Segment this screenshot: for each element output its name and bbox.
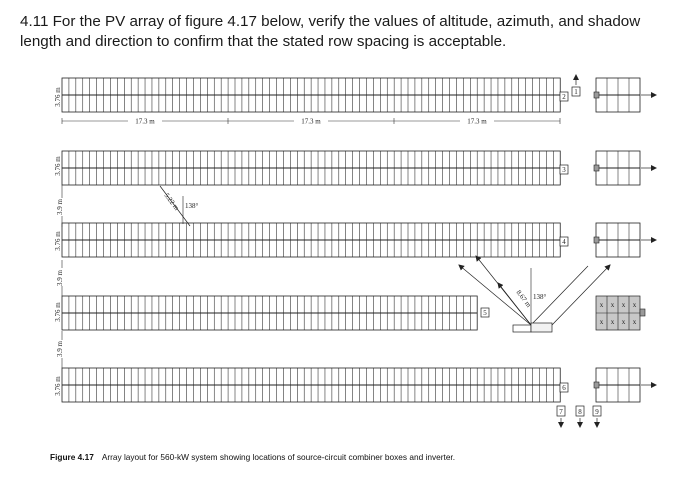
side-array-2 xyxy=(596,151,640,185)
inverter-mark: x xyxy=(599,318,604,326)
inverter-mark: x xyxy=(610,301,615,309)
shadow-left-angle: 138° xyxy=(185,202,199,210)
inverter-mark: x xyxy=(621,318,626,326)
width-dimension xyxy=(62,117,560,126)
inverter-block xyxy=(596,296,645,330)
combiner-box-8 xyxy=(576,406,584,416)
gap-label-1: 3.9 m xyxy=(56,199,64,215)
width-label-1: 17.3 m xyxy=(135,117,155,126)
figure-caption xyxy=(50,452,455,462)
figure-caption-text: Array layout for 560-kW system showing locations of source-circuit combiner boxes and inverter. xyxy=(101,452,456,462)
svg-text:5: 5 xyxy=(483,309,487,317)
side-arrays xyxy=(594,78,656,402)
combiner-box-4 xyxy=(560,237,568,246)
svg-text:6: 6 xyxy=(562,384,566,392)
inverter-mark: x xyxy=(621,301,626,309)
figure-caption-label: Figure 4.17 xyxy=(50,452,94,462)
combiner-arrows xyxy=(561,75,597,427)
inverter-mark: x xyxy=(599,301,604,309)
row-height-label-5: 3.76 m xyxy=(54,376,62,396)
row-height-label-1: 3.76 m xyxy=(54,87,62,107)
svg-text:4: 4 xyxy=(562,238,566,246)
svg-text:2: 2 xyxy=(562,93,566,101)
gap-label-3: 3.9 m xyxy=(56,341,64,357)
side-array-4 xyxy=(596,368,640,402)
array-row-3 xyxy=(62,223,560,257)
shadow-left-length: 5.22 m xyxy=(162,191,181,212)
inverter-mark: x xyxy=(632,301,637,309)
inverter-mark: x xyxy=(632,318,637,326)
gap-label-2: 3.9 m xyxy=(56,270,64,286)
combiner-box-2 xyxy=(560,92,568,101)
svg-text:7: 7 xyxy=(559,408,563,416)
svg-text:8: 8 xyxy=(578,408,582,416)
side-array-3 xyxy=(596,223,640,257)
combiner-box-9 xyxy=(593,406,601,416)
array-row-4 xyxy=(62,296,477,330)
pv-array-rows xyxy=(62,78,560,402)
side-array-1 xyxy=(596,78,640,112)
inverter-mark: x xyxy=(610,318,615,326)
question-text: 4.11 For the PV array of figure 4.17 below, verify the values of altitude, azimuth, and shadow length and direction to confirm that the stated row spacing is acceptable. xyxy=(20,13,641,50)
row-height-label-4: 3.76 m xyxy=(54,302,62,322)
svg-text:1: 1 xyxy=(574,88,578,96)
shadow-right xyxy=(459,256,610,332)
width-label-2: 17.3 m xyxy=(301,117,321,126)
svg-text:3: 3 xyxy=(562,166,566,174)
row-gap-labels xyxy=(56,185,64,368)
array-row-1 xyxy=(62,78,560,112)
combiner-box-5 xyxy=(481,308,489,317)
combiner-box-1 xyxy=(572,87,580,96)
combiner-box-6 xyxy=(560,383,568,392)
svg-text:9: 9 xyxy=(595,408,599,416)
array-row-2 xyxy=(62,151,560,185)
shadow-right-angle: 138° xyxy=(533,293,547,301)
combiner-box-7 xyxy=(557,406,565,416)
width-label-3: 17.3 m xyxy=(467,117,487,126)
shadow-left xyxy=(160,186,199,226)
row-height-label-2: 3.76 m xyxy=(54,156,62,176)
row-height-label-3: 3.76 m xyxy=(54,231,62,251)
combiner-box-3 xyxy=(560,165,568,174)
shadow-right-length: 8.67 m xyxy=(514,288,533,309)
array-row-5 xyxy=(62,368,560,402)
